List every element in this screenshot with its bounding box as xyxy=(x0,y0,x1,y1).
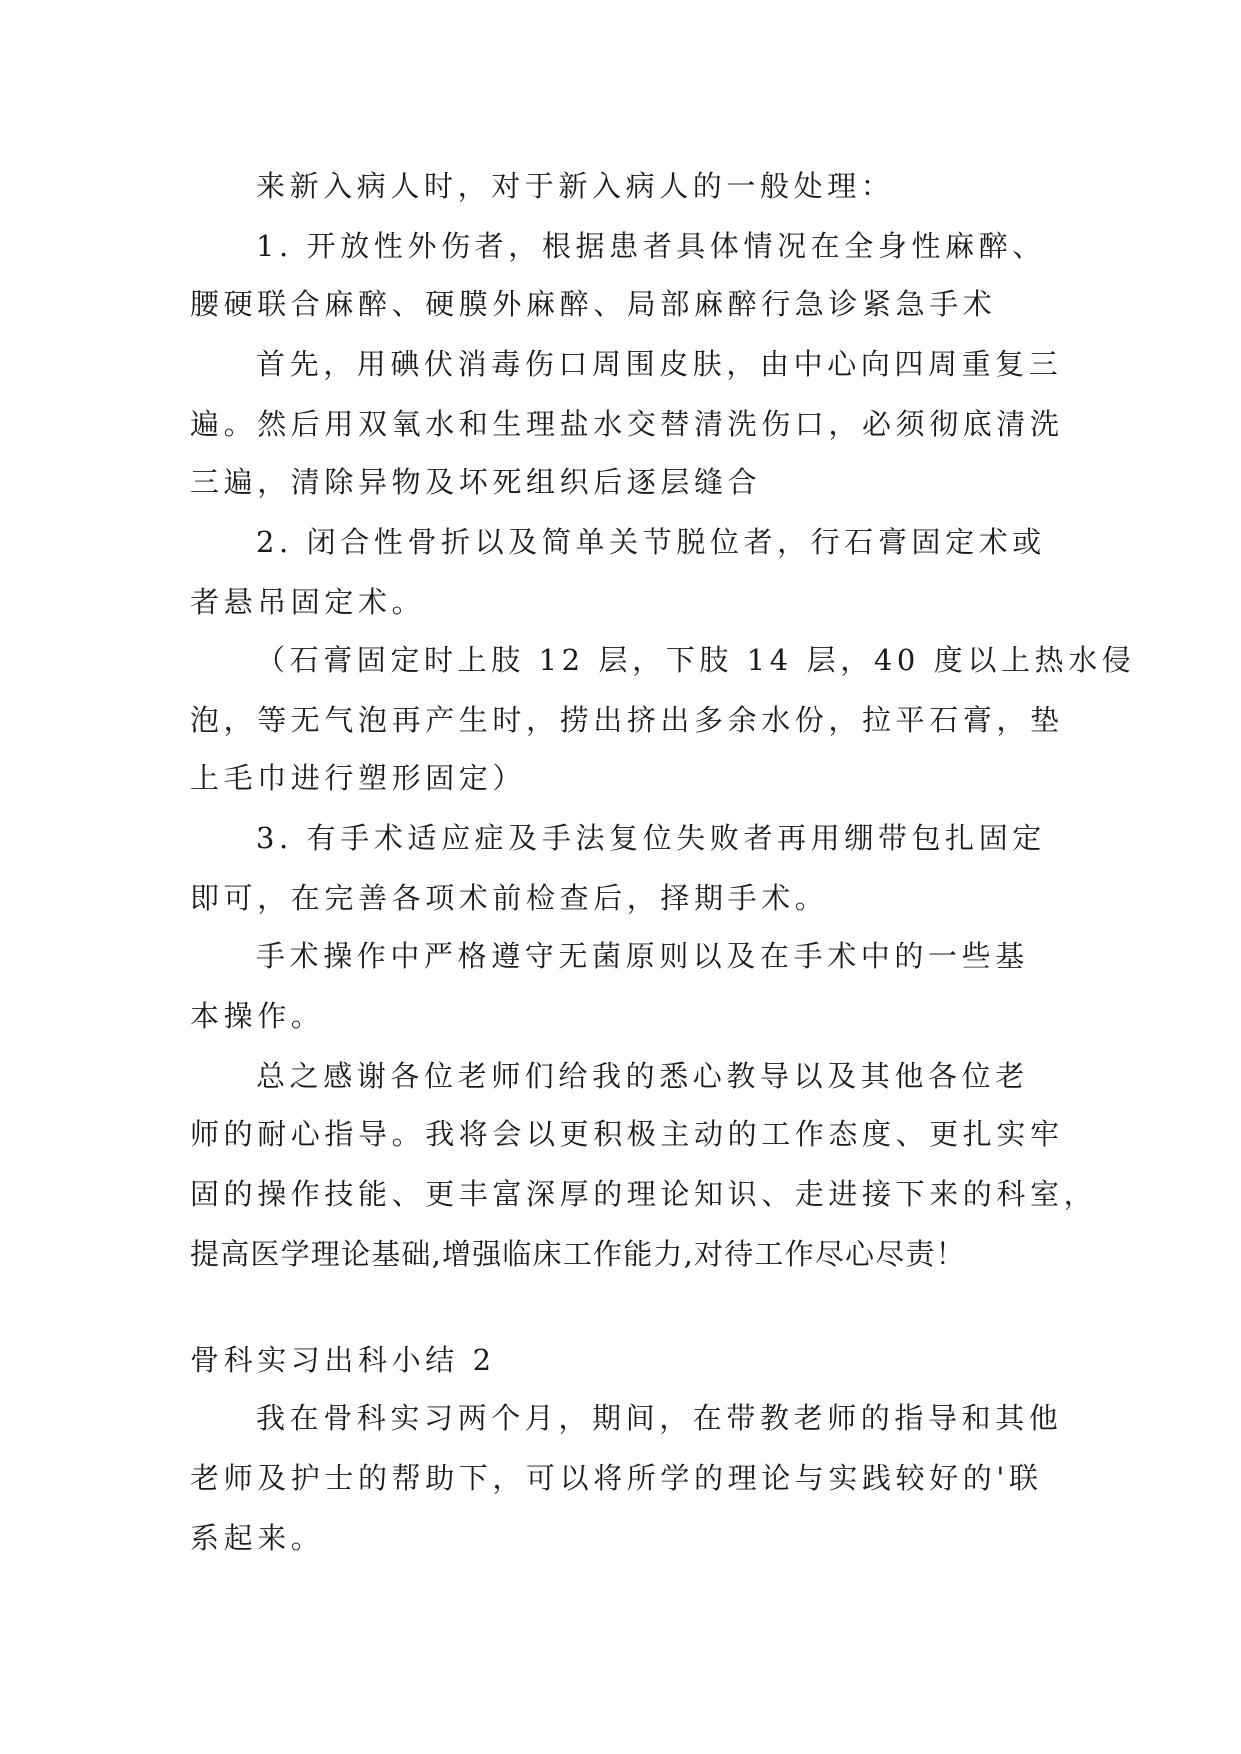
paragraph-line: 老师及护士的帮助下，可以将所学的理论与实践较好的'联 xyxy=(190,1461,1043,1495)
list-item-line: 2. 闭合性骨折以及简单关节脱位者，行石膏固定术或 xyxy=(256,525,1046,559)
paragraph-line: （石膏固定时上肢 12 层，下肢 14 层，40 度以上热水侵 xyxy=(256,643,1136,677)
list-item-line: 者悬吊固定术。 xyxy=(190,585,426,619)
paragraph-line: 本操作。 xyxy=(190,999,325,1033)
paragraph-line: 总之感谢各位老师们给我的悉心教导以及其他各位老 xyxy=(256,1059,1029,1093)
list-item-line: 1. 开放性外伤者，根据患者具体情况在全身性麻醉、 xyxy=(256,229,1046,263)
paragraph-line: 三遍，清除异物及坏死组织后逐层缝合 xyxy=(190,465,762,499)
paragraph-line: 遍。然后用双氧水和生理盐水交替清洗伤口，必须彻底清洗 xyxy=(190,407,1064,441)
paragraph-line: 首先，用碘伏消毒伤口周围皮肤，由中心向四周重复三 xyxy=(256,347,1063,381)
list-item-line: 3. 有手术适应症及手法复位失败者再用绷带包扎固定 xyxy=(256,821,1046,855)
paragraph-line: 手术操作中严格遵守无菌原则以及在手术中的一些基 xyxy=(256,939,1029,973)
list-item-line: 即可，在完善各项术前检查后，择期手术。 xyxy=(190,881,829,915)
paragraph-line: 提高医学理论基础,增强临床工作能力,对待工作尽心尽责！ xyxy=(190,1237,966,1271)
section-heading: 骨科实习出科小结 2 xyxy=(190,1343,496,1377)
paragraph-line: 泡，等无气泡再产生时，捞出挤出多余水份，拉平石膏，垫 xyxy=(190,703,1064,737)
paragraph-line: 固的操作技能、更丰富深厚的理论知识、走进接下来的科室， xyxy=(190,1177,1098,1211)
paragraph-line: 系起来。 xyxy=(190,1521,325,1555)
list-item-line: 腰硬联合麻醉、硬膜外麻醉、局部麻醉行急诊紧急手术 xyxy=(190,287,997,321)
paragraph-line: 来新入病人时，对于新入病人的一般处理： xyxy=(256,169,895,203)
paragraph-line: 我在骨科实习两个月，期间，在带教老师的指导和其他 xyxy=(256,1401,1063,1435)
paragraph-line: 上毛巾进行塑形固定） xyxy=(190,761,527,795)
paragraph-line: 师的耐心指导。我将会以更积极主动的工作态度、更扎实牢 xyxy=(190,1117,1064,1151)
